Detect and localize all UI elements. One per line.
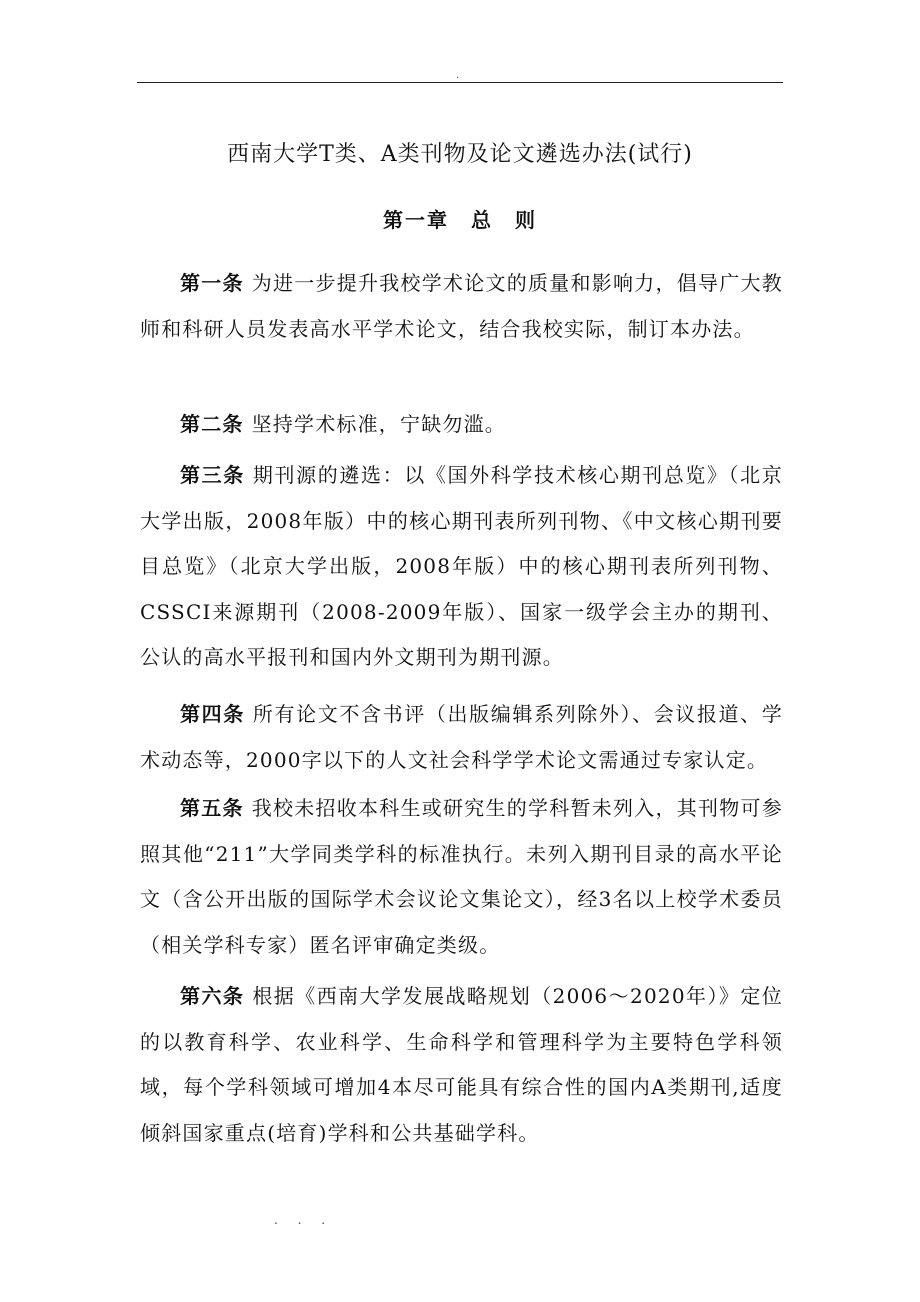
article-4-label: 第四条 <box>180 702 245 726</box>
article-1 <box>140 261 783 352</box>
article-2-label: 第二条 <box>180 412 244 436</box>
header-rule <box>137 82 783 83</box>
article-3-text: 期刊源的遴选：以《国外科学技术核心期刊总览》（北京大学出版，2008年版）中的核心期刊表所列刊物、《中文核心期刊要目总览》（北京大学出版，2008年版）中的核心期刊表所列刊物、CSSCI来源期刊（2008-2009年版）、国家一级学会主办的期刊、公认的高水平报刊和国内外文期刊为期刊源。 <box>140 463 783 669</box>
article-4-text: 所有论文不含书评（出版编辑系列除外）、会议报道、学术动态等，2000字以下的人文社会科学学术论文需通过专家认定。 <box>140 702 783 772</box>
article-4 <box>140 692 783 783</box>
article-2-text: 坚持学术标准，宁缺勿滥。 <box>251 412 507 436</box>
article-3-label: 第三条 <box>180 463 245 487</box>
article-2 <box>140 402 783 448</box>
chapter-heading: 第一章 总 则 <box>383 208 537 232</box>
article-5-text: 我校未招收本科生或研究生的学科暂未列入，其刊物可参照其他“211”大学同类学科的标准执行。未列入期刊目录的高水平论文（含公开出版的国际学术会议论文集论文），经3名以上校学术委员（相关学科专家）匿名评审确定类级。 <box>140 796 784 957</box>
article-6-text: 根据《西南大学发展战略规划（2006～2020年）》定位的以教育科学、农业科学、生命科学和管理科学为主要特色学科领域，每个学科领域可增加4本尽可能具有综合性的国内A类期刊,适度倾斜国家重点(培育)学科和公共基础学科。 <box>140 984 783 1145</box>
header-mark: . <box>456 70 460 81</box>
footer-mark: . . . <box>274 1213 334 1227</box>
article-1-label: 第一条 <box>180 271 244 295</box>
article-5-label: 第五条 <box>180 796 244 820</box>
article-5 <box>140 786 783 968</box>
article-1-text: 为进一步提升我校学术论文的质量和影响力，倡导广大教师和科研人员发表高水平学术论文，结合我校实际，制订本办法。 <box>140 271 784 341</box>
article-3 <box>140 453 783 681</box>
article-6 <box>140 974 783 1156</box>
document-title: 西南大学T类、A类刊物及论文遴选办法(试行) <box>227 142 693 167</box>
article-6-label: 第六条 <box>180 984 245 1008</box>
